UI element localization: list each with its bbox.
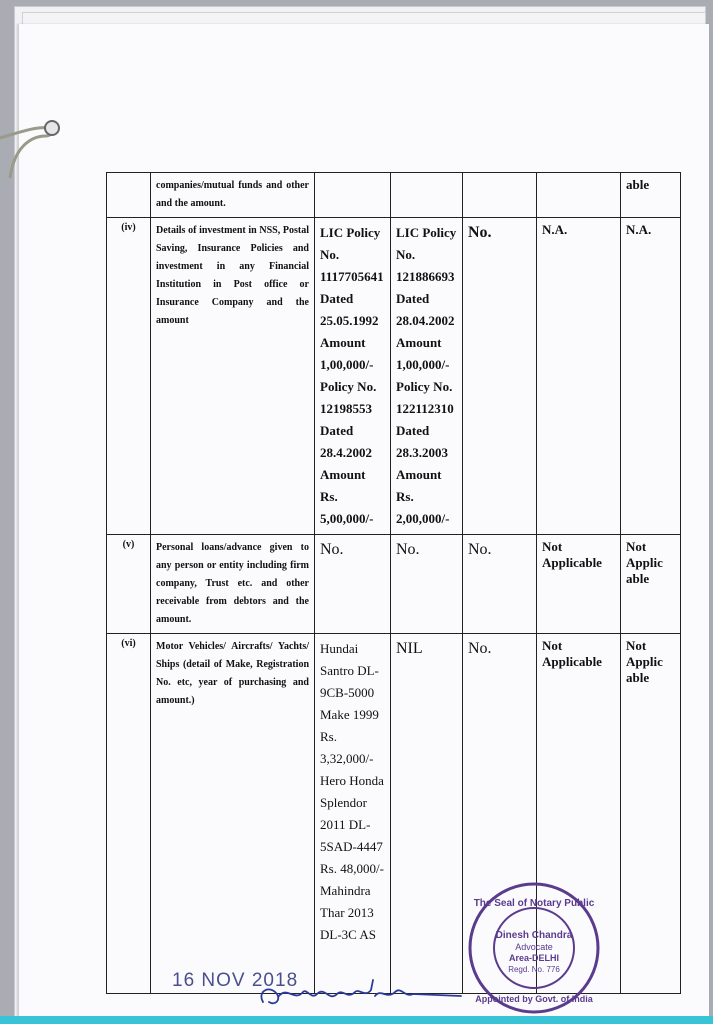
seal-text: Advocate xyxy=(515,942,553,952)
table-cell: No. xyxy=(391,535,463,634)
signature xyxy=(255,972,465,1016)
seal-text: The Seal of Notary Public xyxy=(473,898,595,909)
row-description: companies/mutual funds and other and the amount. xyxy=(151,173,315,218)
assets-table xyxy=(106,172,681,994)
table-cell: Not Applicable xyxy=(537,535,621,634)
row-number: (vi) xyxy=(107,634,151,994)
row-description: Details of investment in NSS, Postal Saving, Insurance Policies and investment in any Financial Institution in Post office or Insurance Company and the amount xyxy=(151,218,315,535)
table-cell xyxy=(391,173,463,218)
table-cell: Not Applic able xyxy=(621,634,681,994)
table-cell xyxy=(537,173,621,218)
table-cell: No. xyxy=(463,535,537,634)
row-number: (v) xyxy=(107,535,151,634)
table-row xyxy=(107,218,681,535)
row-description: Personal loans/advance given to any person or entity including firm company, Trust etc. and other receivable from debtors and the amount. xyxy=(151,535,315,634)
table-cell: NIL xyxy=(391,634,463,994)
seal-text: Regd. No. 776 xyxy=(508,965,560,974)
table-cell: No. xyxy=(463,218,537,535)
table-cell: No. xyxy=(463,634,537,994)
binding-hole xyxy=(44,120,60,136)
table-cell: able xyxy=(621,173,681,218)
table-cell: LIC Policy No. 1117705641 Dated 25.05.1992 Amount 1,00,000/- Policy No. 12198553 Dated 28.4.2002 Amount Rs. 5,00,000/- xyxy=(315,218,391,535)
table-row xyxy=(107,173,681,218)
table-cell: Not Applic able xyxy=(621,535,681,634)
row-description: Motor Vehicles/ Aircrafts/ Yachts/ Ships (detail of Make, Registration No. etc, year of purchasing and amount.) xyxy=(151,634,315,994)
table-cell xyxy=(315,173,391,218)
table-cell: N.A. xyxy=(621,218,681,535)
table-cell: Hundai Santro DL-9CB-5000 Make 1999 Rs. 3,32,000/- Hero Honda Splendor 2011 DL-5SAD-4447 Rs. 48,000/- Mahindra Thar 2013 DL-3C AS xyxy=(315,634,391,994)
date-stamp: 16 NOV 2018 xyxy=(172,970,299,991)
seal-text: Dinesh Chandra xyxy=(495,930,573,941)
table-cell xyxy=(463,173,537,218)
notary-seal xyxy=(466,880,602,1016)
row-number: (iv) xyxy=(107,218,151,535)
scanner-edge-strip xyxy=(0,1016,713,1024)
seal-text: Appointed by Govt. of India xyxy=(475,994,593,1004)
table-cell: No. xyxy=(315,535,391,634)
table-cell: Not Applicable xyxy=(537,634,621,994)
table-row xyxy=(107,535,681,634)
seal-text: Area-DELHI xyxy=(508,953,560,963)
table-cell: N.A. xyxy=(537,218,621,535)
row-number xyxy=(107,173,151,218)
table-cell: LIC Policy No. 121886693 Dated 28.04.2002 Amount 1,00,000/- Policy No. 122112310 Dated 28.3.2003 Amount Rs. 2,00,000/- xyxy=(391,218,463,535)
